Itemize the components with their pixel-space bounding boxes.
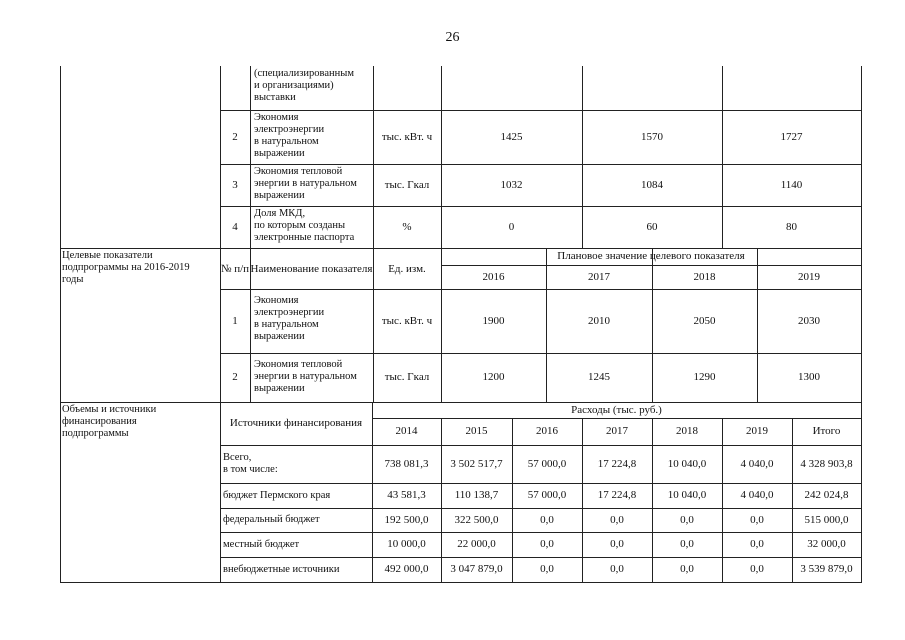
funding-amount: 0,0 [750,538,764,550]
row-number: 1 [232,314,238,327]
year-header: 2017 [588,270,610,283]
year-header: 2018 [693,270,716,283]
indicator-name: Экономия тепловой энергии в натуральном выражении [254,359,357,394]
funding-amount: 0,0 [610,513,624,526]
year-header: 2019 [746,425,768,437]
funding-amount: 0,0 [540,538,554,550]
column-header-sources: Источники финансирования [229,417,363,429]
funding-source: внебюджетные источники [223,563,340,575]
funding-amount: 242 024,8 [804,489,849,501]
unit-label: тыс. Гкал [384,371,430,383]
indicator-value: 1084 [641,178,663,191]
funding-amount: 17 224,8 [597,489,637,501]
column-header-number: № п/п [220,262,250,275]
indicator-name: Доля МКД, по которым созданы электронные паспорта [254,208,355,243]
row-number: 4 [232,220,238,233]
column-header-plan: Плановое значение целевого показателя [557,250,745,262]
funding-amount: 192 500,0 [384,513,429,526]
funding-amount: 3 539 879,0 [800,563,853,575]
indicator-value: 1032 [500,178,523,191]
funding-amount: 57 000,0 [527,457,567,470]
funding-amount: 0,0 [680,563,694,575]
funding-amount: 0,0 [610,538,624,550]
page-number: 26 [445,30,460,45]
indicator-name-cont: (специализированным и организациями) выставки [254,68,354,103]
indicator-name: Экономия тепловой энергии в натуральном выражении [254,166,357,201]
funding-source: бюджет Пермского края [223,489,331,501]
row-number: 3 [232,178,238,191]
indicator-value: 2010 [588,314,610,327]
year-header: 2017 [606,425,628,437]
funding-amount: 0,0 [540,563,554,575]
funding-amount: 4 040,0 [740,457,774,470]
year-header: 2016 [536,425,558,437]
funding-amount: 10 040,0 [667,489,707,501]
funding-amount: 22 000,0 [457,538,496,550]
funding-amount: 4 040,0 [740,489,774,501]
column-header-expenses: Расходы (тыс. руб.) [571,403,662,416]
column-header-unit: Ед. изм. [388,262,426,275]
table-rule [861,66,862,583]
funding-amount: 515 000,0 [804,513,849,526]
section-label-targets: Целевые показатели подпрограммы на 2016-2019 годы [62,250,190,285]
unit-label: % [402,220,412,233]
funding-source: Всего, в том числе: [223,452,278,475]
indicator-value: 1900 [482,314,505,327]
indicator-value: 1290 [693,371,716,383]
funding-amount: 3 502 517,7 [450,457,503,470]
funding-amount: 322 500,0 [454,513,499,526]
funding-amount: 3 047 879,0 [450,563,503,575]
unit-label: тыс. кВт. ч [381,314,433,327]
row-number: 2 [232,130,238,143]
unit-label: тыс. кВт. ч [381,130,433,143]
indicator-value: 1570 [641,130,663,143]
column-header-name: Наименование показателя [250,262,373,275]
funding-amount: 32 000,0 [807,538,846,550]
funding-amount: 0,0 [610,563,624,575]
funding-amount: 57 000,0 [527,489,567,501]
indicator-value: 80 [786,220,797,233]
funding-amount: 10 000,0 [387,538,426,550]
funding-amount: 4 328 903,8 [800,457,853,470]
indicator-value: 1727 [780,130,803,143]
funding-amount: 0,0 [680,513,694,526]
indicator-value: 2030 [798,314,820,327]
funding-amount: 10 040,0 [667,457,707,470]
indicator-value: 0 [508,220,515,233]
indicator-value: 1425 [500,130,523,143]
year-header: 2014 [395,425,418,437]
table-rule [60,66,61,583]
funding-amount: 0,0 [750,513,764,526]
year-header: Итого [812,425,841,437]
indicator-name: Экономия электроэнергии в натуральном выражении [254,112,325,159]
funding-amount: 738 081,3 [384,457,429,470]
indicator-value: 1300 [798,371,820,383]
section-label-financing: Объемы и источники финансирования подпрограммы [62,404,157,439]
indicator-value: 1200 [482,371,505,383]
funding-amount: 0,0 [680,538,694,550]
indicator-value: 1245 [588,371,610,383]
funding-source: местный бюджет [223,538,300,550]
funding-amount: 17 224,8 [597,457,637,470]
indicator-value: 2050 [693,314,716,327]
indicator-value: 1140 [780,178,803,191]
funding-source: федеральный бюджет [223,514,320,525]
indicator-name: Экономия электроэнергии в натуральном выражении [254,295,325,342]
funding-amount: 110 138,7 [454,489,499,501]
indicator-value: 60 [646,220,658,233]
funding-amount: 492 000,0 [384,563,429,575]
funding-amount: 0,0 [750,563,764,575]
unit-label: тыс. Гкал [384,178,430,191]
funding-amount: 43 581,3 [387,489,426,501]
table-rule [60,582,862,583]
year-header: 2018 [676,425,698,437]
row-number: 2 [232,371,238,383]
table-rule [250,66,251,249]
year-header: 2015 [465,425,488,437]
year-header: 2016 [482,270,505,283]
year-header: 2019 [798,270,820,283]
funding-amount: 0,0 [540,513,554,526]
